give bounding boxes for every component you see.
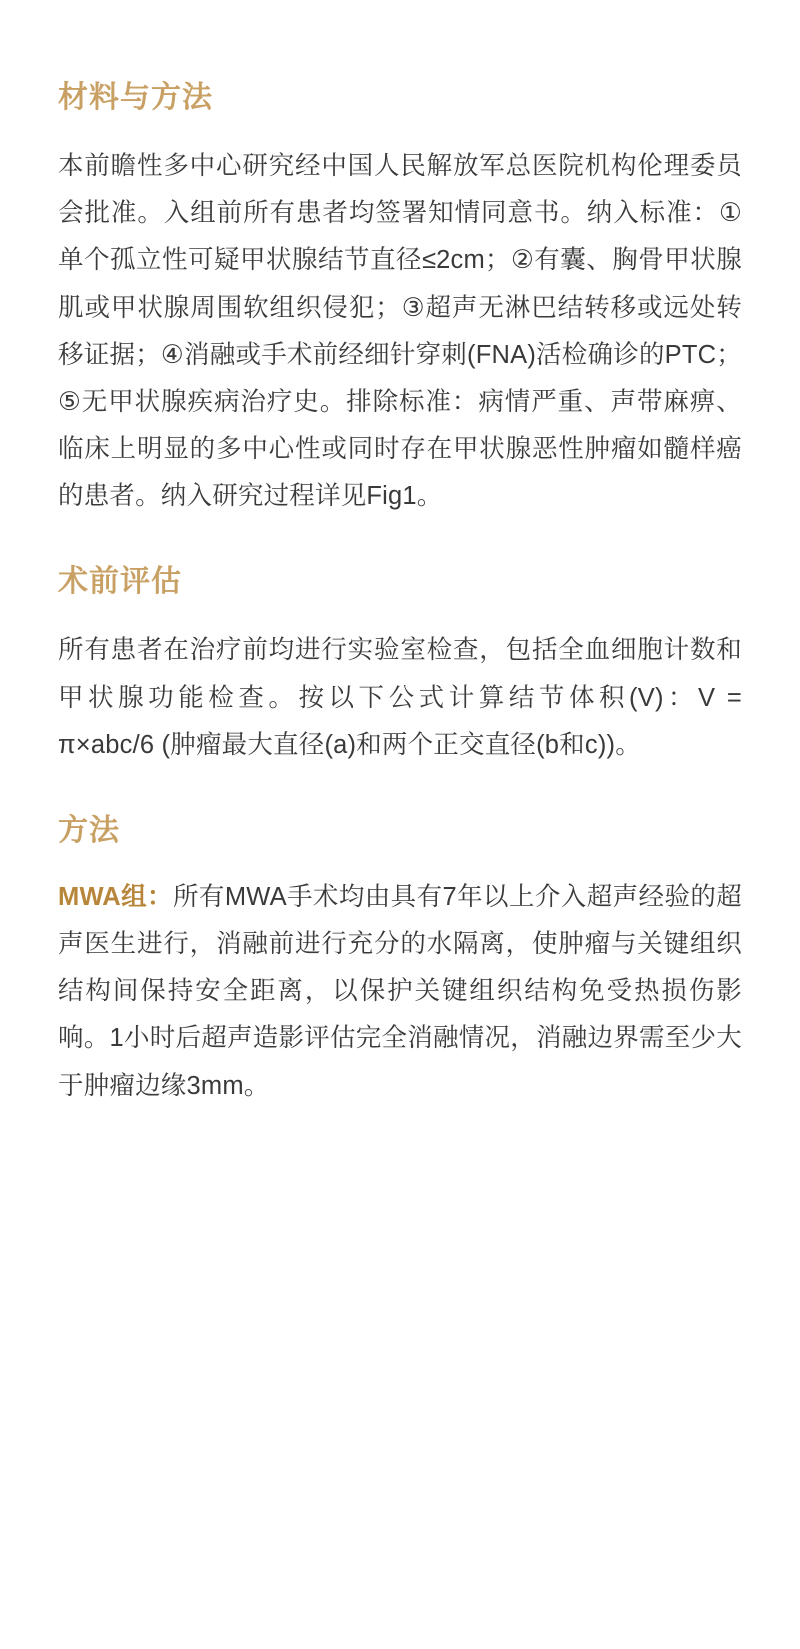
paragraph-materials-and-methods: 本前瞻性多中心研究经中国人民解放军总医院机构伦理委员会批准。入组前所有患者均签署知情同意书。纳入标准：①单个孤立性可疑甲状腺结节直径≤2cm；②有囊、胸骨甲状腺肌或甲状腺周围软组织侵犯；③超声无淋巴结转移或远处转移证据；④消融或手术前经细针穿刺(FNA)活检确诊的PTC；⑤无甲状腺疾病治疗史。排除标准：病情严重、声带麻痹、临床上明显的多中心性或同时存在甲状腺恶性肿瘤如髓样癌的患者。纳入研究过程详见Fig1。: [58, 152, 742, 511]
section-title-materials-and-methods: 材料与方法: [58, 81, 213, 114]
section-title-preoperative-evaluation: 术前评估: [58, 565, 182, 599]
paragraph-procedures: [58, 874, 742, 1110]
paragraph-preoperative-evaluation: 所有患者在治疗前均进行实验室检查，包括全血细胞计数和甲状腺功能检查。按以下公式计算结节体积(V)：V = π×abc/6 (肿瘤最大直径(a)和两个正交直径(b和c))。: [58, 636, 742, 759]
section-title-procedures: 方法: [58, 813, 120, 847]
section-preoperative-evaluation: [58, 562, 742, 769]
section-materials-and-methods: [58, 78, 742, 520]
group-label-mwa: MWA组：: [58, 882, 173, 911]
section-procedures: [58, 811, 742, 1110]
paragraph-procedures-text: 所有MWA手术均由具有7年以上介入超声经验的超声医生进行，消融前进行充分的水隔离，使肿瘤与关键组织结构间保持安全距离，以保护关键组织结构免受热损伤影响。1小时后超声造影评估完全消融情况，消融边界需至少大于肿瘤边缘3mm。: [58, 882, 743, 1100]
